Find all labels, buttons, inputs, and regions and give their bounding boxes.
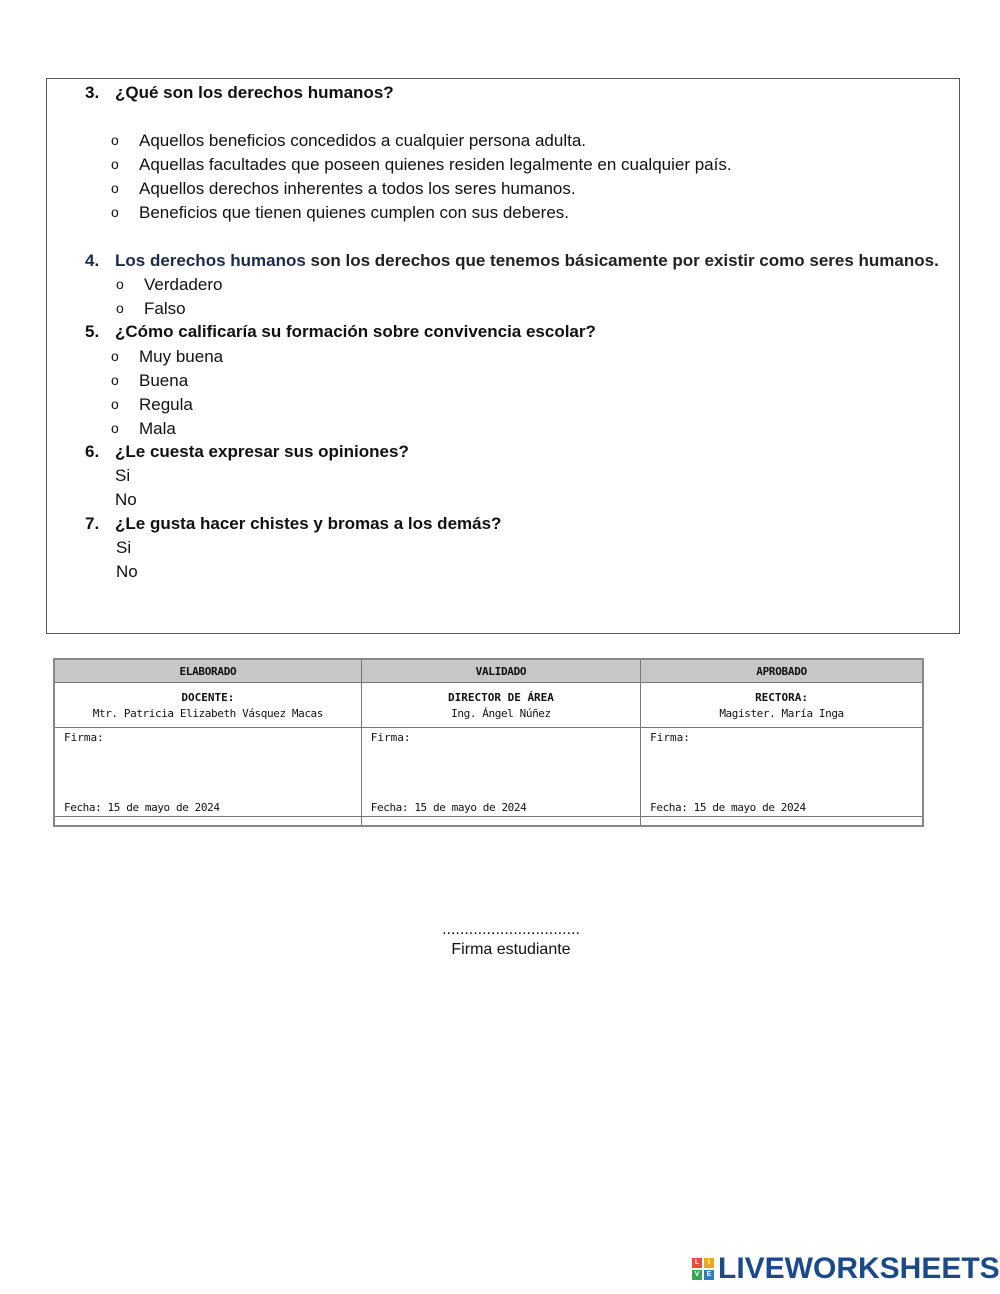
header-validado: VALIDADO: [361, 659, 640, 683]
circle-bullet-icon: o: [111, 204, 119, 220]
circle-bullet-icon: o: [111, 132, 119, 148]
student-signature: [411, 920, 611, 960]
answer-option[interactable]: Si: [115, 466, 131, 485]
logo-tile: L: [692, 1258, 702, 1268]
answer-option[interactable]: Si: [116, 538, 132, 557]
header-aprobado: APROBADO: [641, 659, 923, 683]
signature-table: [53, 658, 924, 827]
logo-tile: V: [692, 1270, 702, 1280]
liveworksheets-logo: [692, 1254, 1000, 1284]
answer-option[interactable]: No: [116, 562, 138, 581]
question-number: 7.: [85, 514, 100, 533]
role-cell: DOCENTE: Mtr. Patricia Elizabeth Vásquez Macas: [54, 683, 361, 728]
question-text: ¿Cómo calificaría su formación sobre convivencia escolar?: [115, 322, 596, 341]
signature-cell: Firma: Fecha: 15 de mayo de 2024: [641, 728, 923, 817]
logo-text: LIVEWORKSHEETS: [718, 1252, 1000, 1285]
question-text: Los derechos humanos son los derechos que tenemos básicamente por existir como seres humanos.: [115, 251, 939, 270]
role-cell: DIRECTOR DE ÁREA Ing. Ángel Núñez: [361, 683, 640, 728]
signature-cell: Firma: Fecha: 15 de mayo de 2024: [54, 728, 361, 817]
question-number: 6.: [85, 442, 100, 461]
role-cell: RECTORA: Magister. María Inga: [641, 683, 923, 728]
signature-label: Firma estudiante: [451, 941, 571, 958]
signature-table-signatures: [54, 728, 923, 817]
question-text: ¿Le gusta hacer chistes y bromas a los demás?: [115, 514, 502, 533]
signature-line: ...............................: [442, 921, 580, 938]
question-number: 4.: [85, 251, 100, 270]
circle-bullet-icon: o: [116, 300, 124, 316]
circle-bullet-icon: o: [111, 372, 119, 388]
question-number: 3.: [85, 83, 100, 102]
answer-option[interactable]: No: [115, 490, 137, 509]
logo-tiles-icon: [692, 1258, 714, 1280]
question-text: ¿Qué son los derechos humanos?: [115, 83, 394, 102]
question-text: ¿Le cuesta expresar sus opiniones?: [115, 442, 409, 461]
question-number: 5.: [85, 322, 100, 341]
circle-bullet-icon: o: [111, 180, 119, 196]
circle-bullet-icon: o: [116, 276, 124, 292]
questions-box: 3. ¿Qué son los derechos humanos? o Aquellos beneficios concedidos a cualquier persona adulta. o Aquellas facultades que poseen quienes residen legalmente en cualquier país. o Aquellos derechos inherentes a todos los seres humanos. o Beneficios que tienen quienes cumplen con sus deberes. 4. Los derechos humanos son los derechos que tenemos básicamente por existir como seres humanos. o Verdadero o Falso 5. ¿Cómo calificaría su formación sobre convivencia escolar? o Muy buena o Buena o Regula o Mala 6. ¿Le cuesta expresar sus opiniones? Si No 7. ¿Le gusta hacer chistes y bromas a los demás? Si No: [46, 78, 960, 634]
signature-table-header: [54, 659, 923, 683]
signature-cell: Firma: Fecha: 15 de mayo de 2024: [361, 728, 640, 817]
header-elaborado: ELABORADO: [54, 659, 361, 683]
signature-table-blank-row: [54, 817, 923, 827]
circle-bullet-icon: o: [111, 156, 119, 172]
circle-bullet-icon: o: [111, 396, 119, 412]
logo-tile: I: [704, 1258, 714, 1268]
logo-tile: E: [704, 1270, 714, 1280]
circle-bullet-icon: o: [111, 420, 119, 436]
circle-bullet-icon: o: [111, 348, 119, 364]
signature-table-roles: [54, 683, 923, 728]
